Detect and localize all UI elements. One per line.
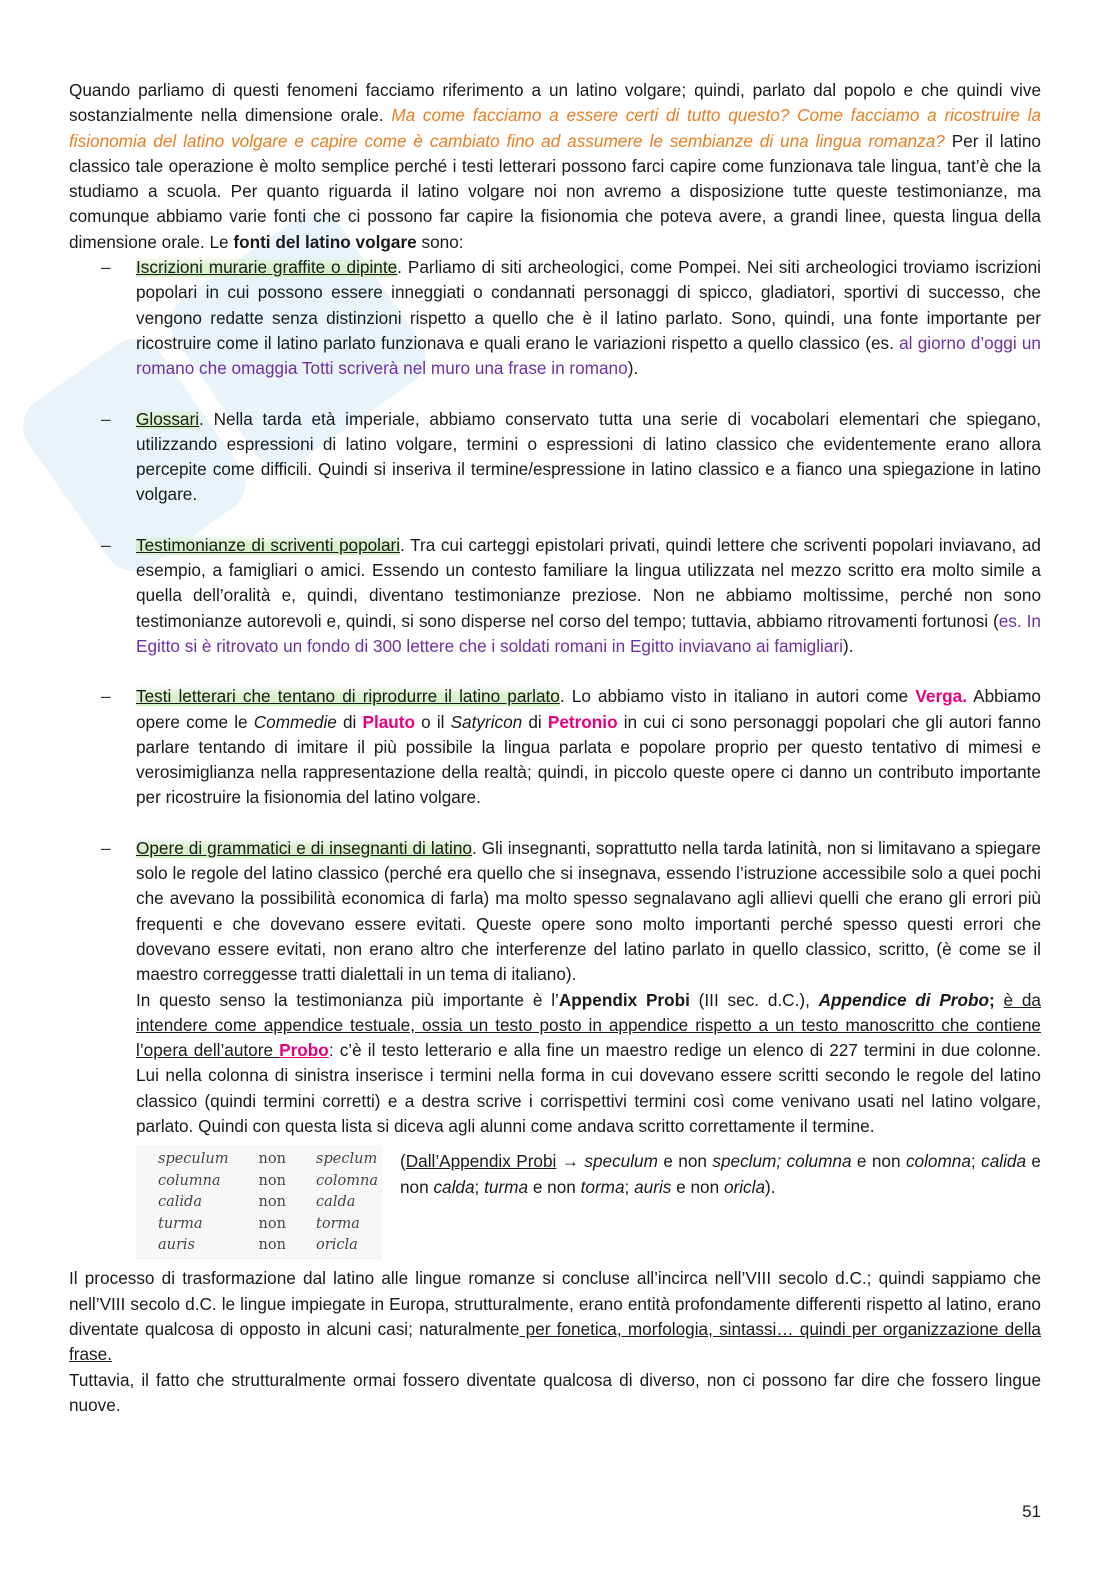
intro-question: Ma come facciamo a essere certi di tutto questo? Come facciamo a ricostruire la fisionomia del latino volgare e capire come è cambiato fino ad assumere le sembianze di una lingua romanza? <box>69 105 1041 151</box>
example-text: al giorno d’oggi un romano che omaggia Totti scriverà nel muro una frase in romano <box>136 332 1041 379</box>
arrow-icon: → <box>556 1151 585 1172</box>
author-probo: Probo <box>279 1040 329 1061</box>
page-number: 51 <box>1022 1502 1041 1521</box>
item-title: Iscrizioni murarie graffite o dipinte <box>136 257 398 278</box>
document-page <box>69 78 1041 1418</box>
appendix-excerpt-image <box>136 1145 382 1260</box>
list-item-glossari: – Glossari. Nella tarda età imperiale, abbiamo conservato tutta una serie di vocabolari elementari che spiegano, utilizzando espressioni di latino volgare, termini o espressioni di latino classico che evidentemente erano allora percepite come difficili. Quindi si inseriva il termine/espressione in latino classico e a fianco una spiegazione in latino volgare. <box>69 407 1041 508</box>
author-petronio: Petronio <box>547 711 618 732</box>
list-item-iscrizioni: – Iscrizioni murarie graffite o dipinte. Parliamo di siti archeologici, come Pompei. Nei siti archeologici troviamo iscrizioni popolari in cui possono essere inneggiati o condannati personaggi di spicco, gladiatori, sportivi di successo, che vengono redatte senza distinzioni rispetto a quello che è il latino parlato. Sono, quindi, una fonte importante per ricostruire come il latino parlato funzionava e quali erano le variazioni rispetto a quello classico (es. al giorno d’oggi un romano che omaggia Totti scriverà nel muro una frase in romano). <box>69 255 1041 381</box>
author-verga: Verga. <box>915 686 967 707</box>
closing-paragraph-2: Tuttavia, il fatto che strutturalmente ormai fossero diventate qualcosa di diverso, non ci possono far dire che fossero lingue nuove. <box>69 1369 1041 1415</box>
table-row: calida non calda <box>158 1194 356 1211</box>
list-item-testimonianze: – Testimonianze di scriventi popolari. Tra cui carteggi epistolari privati, quindi lettere che scriventi popolari inviavano, ad esempio, a famigliari o amici. Essendo un contesto familiare la lingua utilizzata nel mezzo scritto era molto simile a quella dell’oralità e, quindi, diventano testimonianze preziose. Non ne abbiamo moltissime, perché non sono testimonianze autorevoli e, quindi, si sono disperse nel corso del tempo; tuttavia, abbiamo ritrovamenti fortunosi (es. In Egitto si è ritrovato un fondo di 300 lettere che i soldati romani in Egitto inviavano ai famigliari). <box>69 533 1041 659</box>
appendix-note: (Dall’Appendix Probi → speculum e non speclum; columna e non colomna; calida e non calda; turma e non torma; auris e non oricla). <box>400 1151 1041 1197</box>
item-title: Testimonianze di scriventi popolari <box>136 534 401 555</box>
fonti-list <box>69 255 1041 1260</box>
table-row: turma non torma <box>158 1215 360 1232</box>
author-plauto: Plauto <box>362 711 416 732</box>
item-title: Testi letterari che tentano di riprodurre il latino parlato <box>136 686 560 707</box>
table-row: auris non oricla <box>158 1236 358 1253</box>
appendix-example <box>136 1145 1041 1260</box>
appendix-table <box>158 1149 378 1256</box>
item-title: Glossari <box>136 408 200 429</box>
example-text: es. In Egitto si è ritrovato un fondo di 300 lettere che i soldati romani in Egitto inviavano ai famigliari <box>136 610 1041 656</box>
intro-paragraph: Quando parliamo di questi fenomeni facciamo riferimento a un latino volgare; quindi, parlato dal popolo e che quindi vive sostanzialmente nella dimensione orale. Ma come facciamo a essere certi di tutto questo? Come facciamo a ricostruire la fisionomia del latino volgare e capire come è cambiato fino ad assumere le sembianze di una lingua romanza? Per il latino classico tale operazione è molto semplice perché i testi letterari possono farci capire come funzionava tale lingua, tant’è che la studiamo a scuola. Per quanto riguarda il latino volgare noi non avremo a disposizione tutte queste testimonianze, ma comunque abbiamo varie fonti che ci possono far capire la fisionomia che poteva avere, a grandi linee, questa lingua della dimensione orale. Le fonti del latino volgare sono: <box>69 80 1041 252</box>
table-row: speculum non speclum <box>158 1151 378 1168</box>
table-row: columna non colomna <box>158 1172 378 1189</box>
list-item-opere-grammatici: – Opere di grammatici e di insegnanti di latino. Gli insegnanti, soprattutto nella tarda latinità, non si limitavano a spiegare solo le regole del latino classico (perché era quello che si insegnava, essendo l’istruzione accessibile solo a quei pochi che avevano la possibilità economica di farla) ma molto spesso segnalavano agli allievi quelli che erano gli errori più frequenti e che dovevano essere evitati. Queste opere sono molto importanti perché spesso questi errori che dovevano essere evitati, non erano altro che interferenze del latino parlato in quello classico, scritto, (è come se il maestro correggesse tratti dialettali in un tema di italiano). In questo senso la testimonianza più importante è l’Appendix Probi (III sec. d.C.), Appendice di Probo; è da intendere come appendice testuale, ossia un testo posto in appendice rispetto a un testo manoscritto che contiene l’opera dell’autore Probo: c’è il testo letterario e alla fine un maestro redige un elenco di 227 termini in due colonne. Lui nella colonna di sinistra inserisce i termini nella forma in cui dovevano essere scritti secondo le regole del latino classico (quindi termini corretti) e a destra scrive i corrispettivi termini così come venivano usati nel latino volgare, parlato. Quindi con questa lista si diceva agli alunni come andava scritto correttamente il termine. speculum non speclum columna non colomna calida non calda turma non torma auris non oricla (Dall’Appendix Probi → speculum e non speclum; columna e non colomna; calida e non calda; turma e non torma; auris e non oricla). <box>69 836 1041 1261</box>
item-title: Opere di grammatici e di insegnanti di latino <box>136 837 472 858</box>
fonti-bold: fonti del latino volgare <box>233 231 417 252</box>
list-item-testi-letterari: – Testi letterari che tentano di riprodurre il latino parlato. Lo abbiamo visto in italiano in autori come Verga. Abbiamo opere come le Commedie di Plauto o il Satyricon di Petronio in cui ci sono personaggi popolari che gli autori fanno parlare tentando di imitare il più possibile la lingua parlata e popolare proprio per questo tentativo di mimesi e verosimiglianza nella rappresentazione della realtà; quindi, in piccolo queste opere ci danno un contributo importante per ricostruire la fisionomia del latino volgare. <box>69 684 1041 810</box>
closing-paragraph: Il processo di trasformazione dal latino alle lingue romanze si concluse all’incirca nell’VIII secolo d.C.; quindi sappiamo che nell’VIII secolo d.C. le lingue impiegate in Europa, strutturalmente, erano entità profondamente differenti rispetto al latino, erano diventate qualcosa di opposto in alcuni casi; naturalmente per fonetica, morfologia, sintassi… quindi per organizzazione della frase. <box>69 1268 1041 1365</box>
